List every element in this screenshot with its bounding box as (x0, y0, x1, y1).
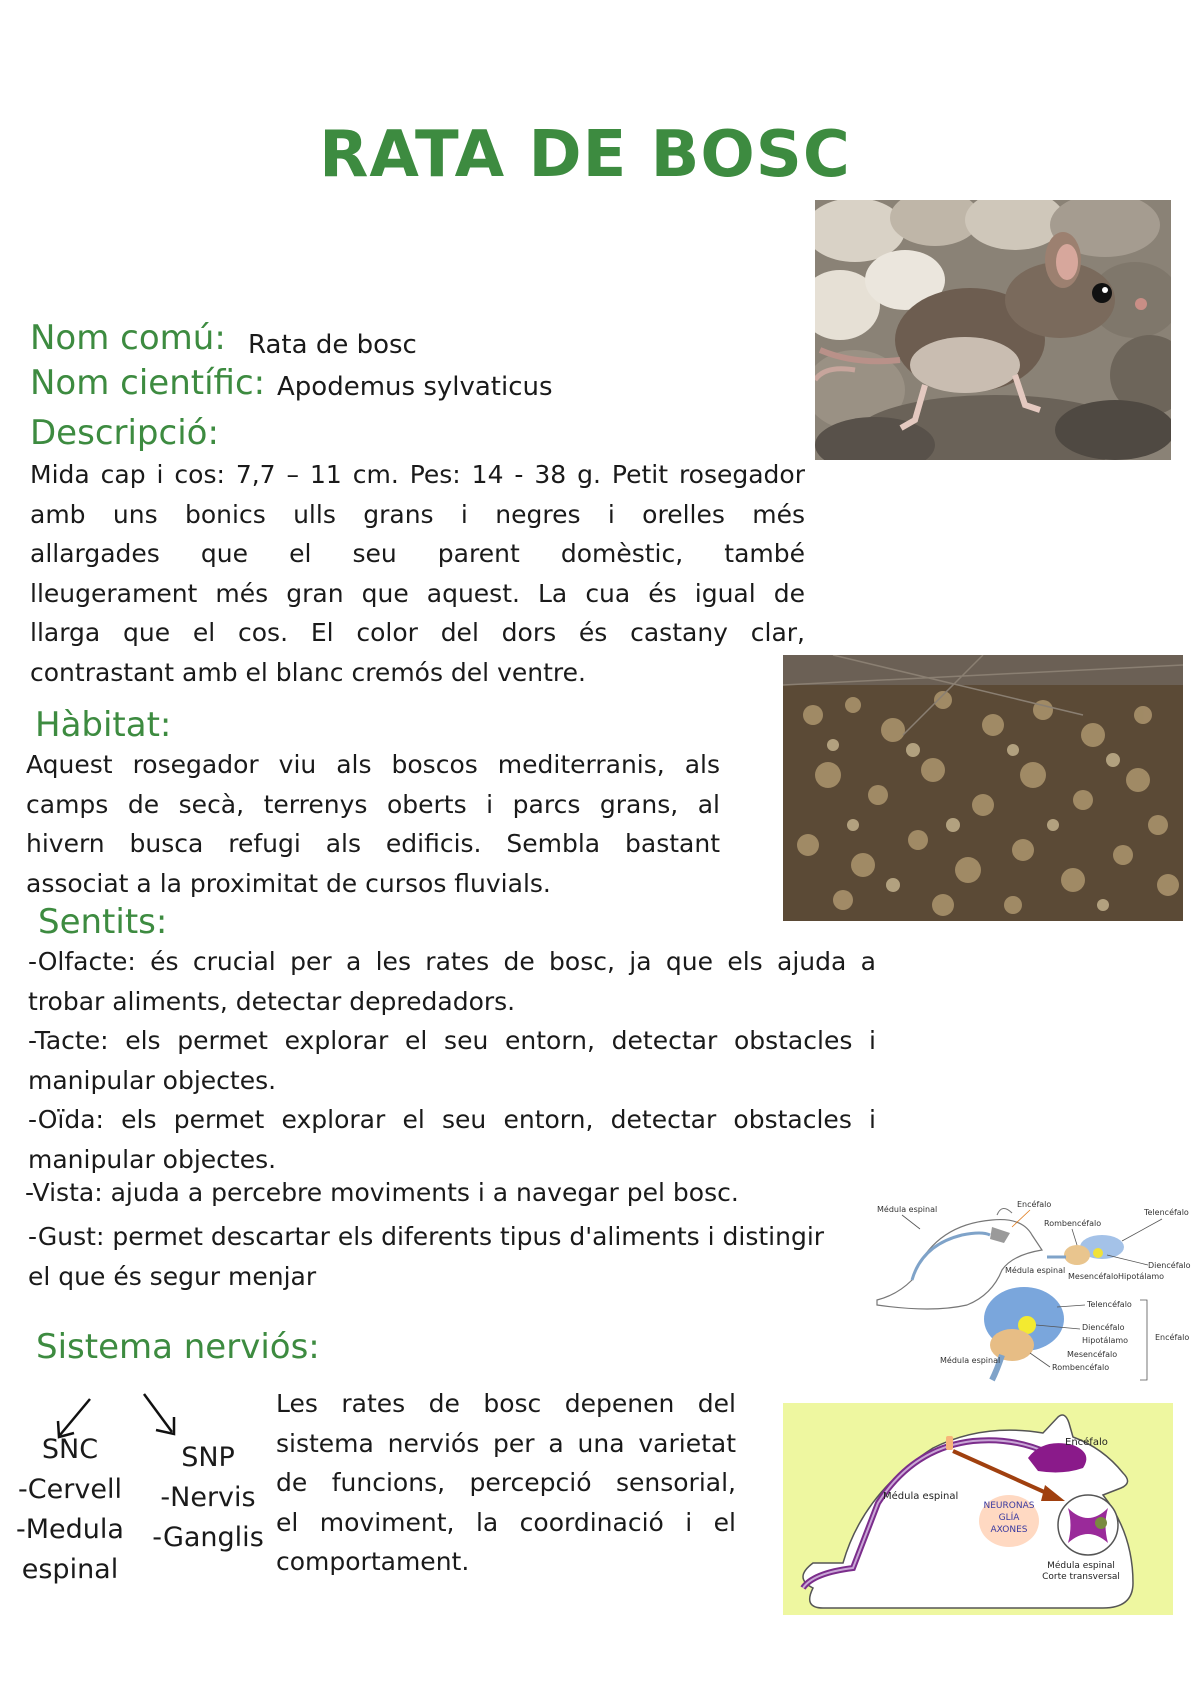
senses-line: -Vista: ajuda a percebre moviments i a navegar pel bosc. (25, 1177, 739, 1207)
description-line: lleugerament més gran que aquest. La cua és igual de (30, 578, 805, 608)
habitat-photo (783, 655, 1183, 921)
mouse-photo (815, 200, 1171, 460)
label-encefalo: Encéfalo (1017, 1200, 1052, 1209)
label-neuronas: NEURONAS (983, 1501, 1035, 1511)
snc-item: -Cervell (18, 1474, 122, 1505)
snp-item: -Ganglis (152, 1522, 264, 1553)
snc-item: -Medula (16, 1514, 124, 1545)
senses-line: el que és segur menjar (28, 1261, 317, 1291)
arrow-snp-icon (138, 1390, 183, 1438)
label-hipotalamo-2: Hipotálamo (1082, 1336, 1129, 1345)
label-corte-transversal: Corte transversal (1042, 1572, 1120, 1582)
senses-label: Sentits: (38, 902, 168, 942)
description-line: llarga que el cos. El color del dors és castany clar, (30, 618, 805, 647)
snp-item: -Nervis (160, 1482, 256, 1513)
senses-text (25, 942, 876, 1296)
description-line: contrastant amb el blanc cremós del ventre. (30, 657, 586, 687)
description-text (30, 455, 805, 692)
label-diencefalo-2: Diencéfalo (1082, 1323, 1125, 1332)
label-glia: GLÍA (998, 1513, 1020, 1523)
label-medula-espinal-diag2: Médula espinal (883, 1491, 959, 1502)
habitat-text (26, 745, 720, 903)
nervous-line: el moviment, la coordinació i el (276, 1507, 736, 1537)
scientific-name-value: Apodemus sylvaticus (277, 372, 553, 402)
snc-item: espinal (21, 1554, 119, 1585)
label-hipotalamo: Hipotálamo (1118, 1272, 1165, 1281)
spinal-cord-diagram (783, 1403, 1173, 1615)
habitat-line: Aquest rosegador viu als boscos mediterranis, als (26, 750, 720, 779)
snc-title: SNC (41, 1434, 99, 1465)
label-medula-espinal-2-diag2: Médula espinal (1047, 1561, 1115, 1571)
label-rombencefalo-2: Rombencéfalo (1052, 1363, 1110, 1372)
label-rombencefalo: Rombencéfalo (1044, 1219, 1102, 1228)
snp-title: SNP (181, 1442, 235, 1473)
common-name-label: Nom comú: (30, 318, 226, 358)
label-diencefalo: Diencéfalo (1148, 1261, 1191, 1270)
description-line: allargades que el seu parent domèstic, també (30, 539, 805, 568)
habitat-label: Hàbitat: (35, 705, 172, 745)
label-axones: AXONES (990, 1525, 1028, 1535)
habitat-line: hivern busca refugi als edificis. Sembla bastant (26, 829, 720, 858)
nervous-line: de funcions, percepció sensorial, (276, 1468, 736, 1497)
senses-line: -Tacte: els permet explorar el seu entorn, detectar obstacles i (28, 1026, 876, 1055)
nervous-system-text (276, 1384, 736, 1582)
description-line: Mida cap i cos: 7,7 – 11 cm. Pes: 14 - 38 g. Petit rosegador (30, 460, 805, 489)
senses-line: -Oïda: els permet explorar el seu entorn, detectar obstacles i (28, 1105, 876, 1134)
label-encefalo-2: Encéfalo (1155, 1333, 1190, 1342)
page-title: RATA DE BOSC (319, 118, 851, 192)
habitat-line: associat a la proximitat de cursos fluvials. (26, 868, 551, 898)
description-label: Descripció: (30, 413, 219, 453)
habitat-line: camps de secà, terrenys oberts i parcs grans, al (26, 789, 720, 819)
label-mesencefalo: Mesencéfalo (1068, 1272, 1119, 1281)
common-name-value: Rata de bosc (248, 330, 417, 360)
label-telencefalo-2: Telencéfalo (1087, 1300, 1132, 1309)
nervous-line: Les rates de bosc depenen del (276, 1389, 736, 1418)
senses-line: -Olfacte: és crucial per a les rates de bosc, ja que els ajuda a (28, 947, 876, 976)
label-telencefalo: Telencéfalo (1144, 1208, 1189, 1217)
brain-diagram (872, 1195, 1194, 1385)
nervous-line: sistema nerviós per a una varietat (276, 1428, 736, 1458)
snp-list (148, 1438, 268, 1558)
label-mesencefalo-2: Mesencéfalo (1067, 1350, 1118, 1359)
senses-line: -Gust: permet descartar els diferents tipus d'aliments i distingir (28, 1222, 825, 1251)
senses-line: trobar aliments, detectar depredadors. (28, 986, 516, 1016)
nervous-line: comportament. (276, 1547, 470, 1576)
label-medula-espinal-mid: Médula espinal (1005, 1266, 1066, 1275)
label-medula-espinal: Médula espinal (877, 1205, 938, 1214)
scientific-name-label: Nom científic: (30, 363, 266, 403)
senses-line: manipular objectes. (28, 1144, 277, 1173)
senses-line: manipular objectes. (28, 1065, 277, 1095)
snc-list (10, 1430, 130, 1590)
description-line: amb uns bonics ulls grans i negres i orelles més (30, 499, 805, 529)
nervous-system-label: Sistema nerviós: (36, 1327, 320, 1367)
label-medula-espinal-bottom: Médula espinal (940, 1356, 1001, 1365)
label-encefalo-diag2: Encéfalo (1065, 1437, 1108, 1448)
